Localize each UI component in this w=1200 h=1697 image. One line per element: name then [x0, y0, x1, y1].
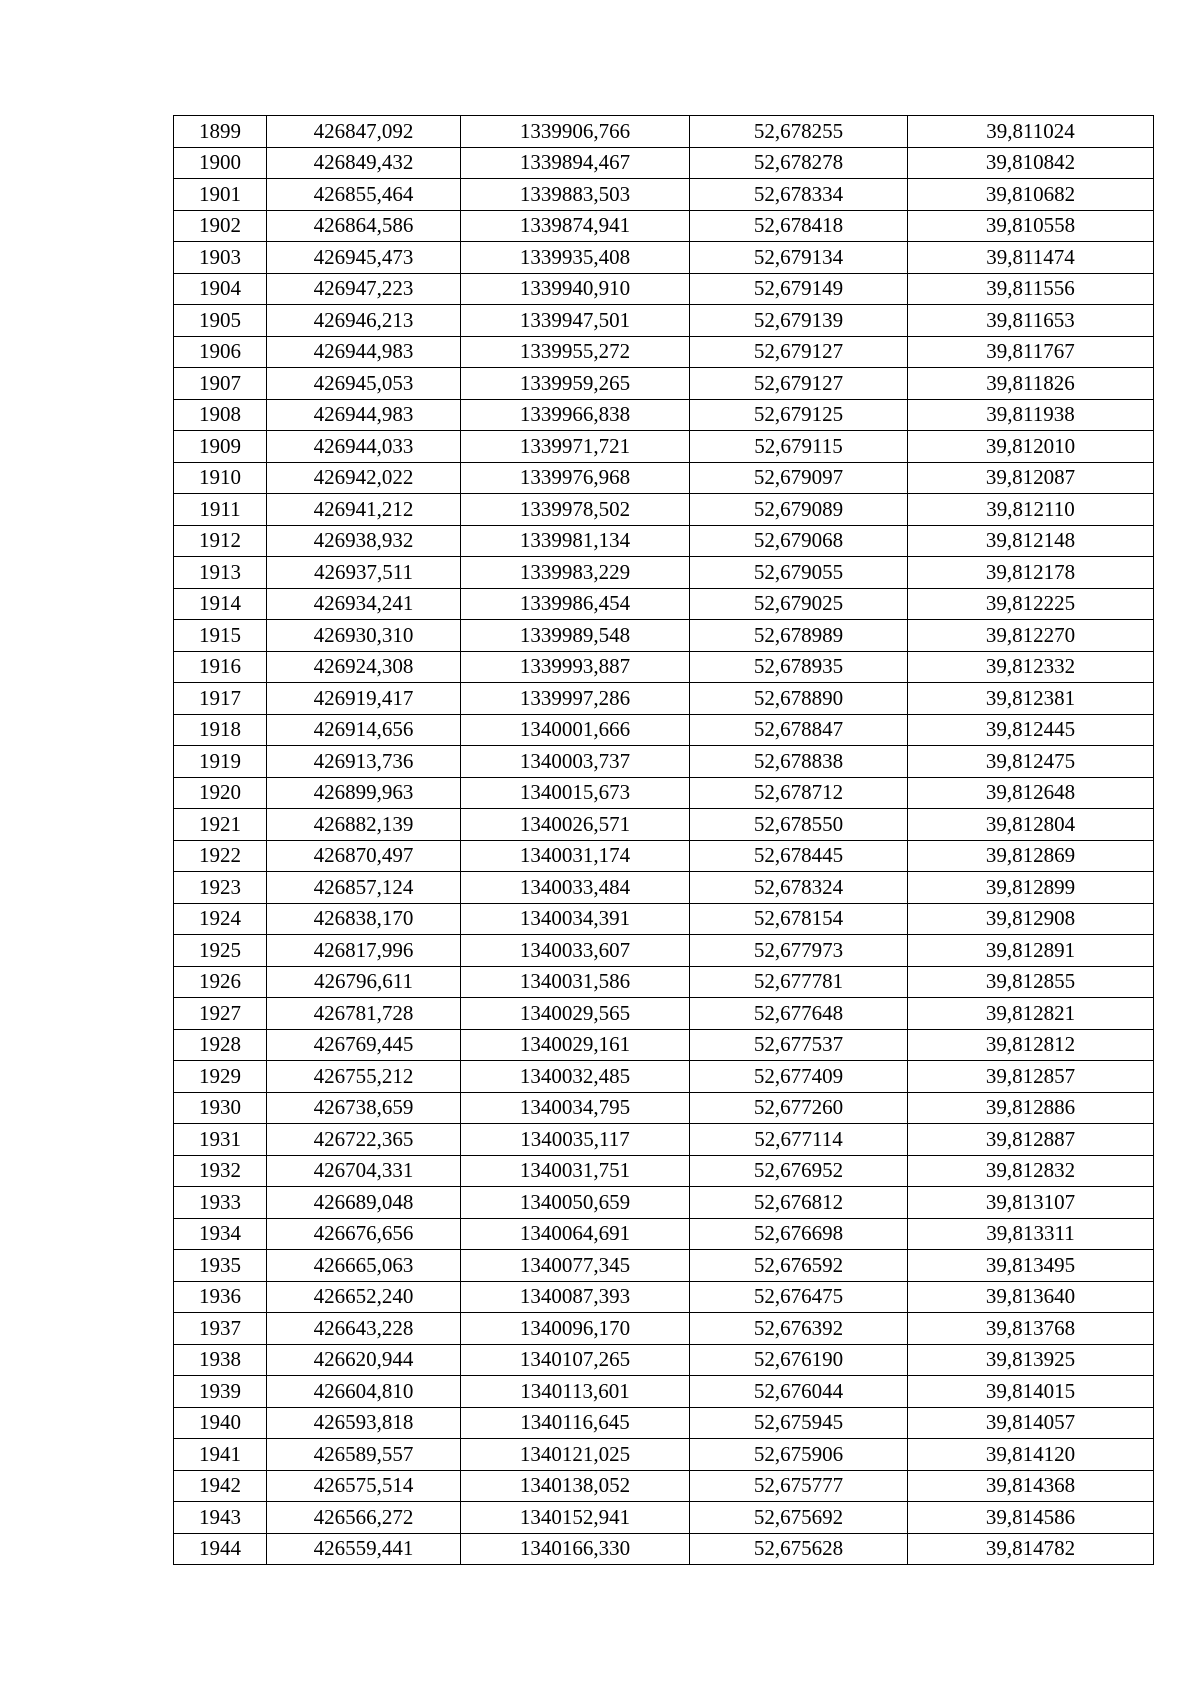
latitude-cell: 52,679127 — [690, 368, 908, 400]
longitude-cell: 39,812010 — [908, 431, 1154, 463]
point-number-cell: 1908 — [174, 399, 267, 431]
table-row — [174, 998, 1154, 1030]
table-row — [174, 1250, 1154, 1282]
y-coordinate-cell: 1340121,025 — [461, 1439, 690, 1471]
latitude-cell: 52,678890 — [690, 683, 908, 715]
y-coordinate-cell: 1340166,330 — [461, 1533, 690, 1565]
table-row — [174, 273, 1154, 305]
x-coordinate-cell: 426946,213 — [267, 305, 461, 337]
point-number-cell: 1911 — [174, 494, 267, 526]
point-number-cell: 1930 — [174, 1092, 267, 1124]
x-coordinate-cell: 426944,033 — [267, 431, 461, 463]
y-coordinate-cell: 1340087,393 — [461, 1281, 690, 1313]
latitude-cell: 52,679115 — [690, 431, 908, 463]
x-coordinate-cell: 426781,728 — [267, 998, 461, 1030]
x-coordinate-cell: 426899,963 — [267, 777, 461, 809]
longitude-cell: 39,812270 — [908, 620, 1154, 652]
y-coordinate-cell: 1340034,795 — [461, 1092, 690, 1124]
x-coordinate-cell: 426575,514 — [267, 1470, 461, 1502]
longitude-cell: 39,812381 — [908, 683, 1154, 715]
x-coordinate-cell: 426947,223 — [267, 273, 461, 305]
table-row — [174, 1061, 1154, 1093]
latitude-cell: 52,676392 — [690, 1313, 908, 1345]
longitude-cell: 39,810842 — [908, 147, 1154, 179]
table-row — [174, 210, 1154, 242]
point-number-cell: 1907 — [174, 368, 267, 400]
point-number-cell: 1902 — [174, 210, 267, 242]
latitude-cell: 52,678550 — [690, 809, 908, 841]
y-coordinate-cell: 1339983,229 — [461, 557, 690, 589]
x-coordinate-cell: 426604,810 — [267, 1376, 461, 1408]
table-row — [174, 903, 1154, 935]
x-coordinate-cell: 426849,432 — [267, 147, 461, 179]
table-row — [174, 683, 1154, 715]
y-coordinate-cell: 1339935,408 — [461, 242, 690, 274]
x-coordinate-cell: 426942,022 — [267, 462, 461, 494]
table-row — [174, 714, 1154, 746]
y-coordinate-cell: 1340138,052 — [461, 1470, 690, 1502]
x-coordinate-cell: 426945,053 — [267, 368, 461, 400]
longitude-cell: 39,813495 — [908, 1250, 1154, 1282]
y-coordinate-cell: 1339976,968 — [461, 462, 690, 494]
x-coordinate-cell: 426676,656 — [267, 1218, 461, 1250]
x-coordinate-cell: 426913,736 — [267, 746, 461, 778]
y-coordinate-cell: 1340107,265 — [461, 1344, 690, 1376]
point-number-cell: 1900 — [174, 147, 267, 179]
longitude-cell: 39,810558 — [908, 210, 1154, 242]
table-row — [174, 1502, 1154, 1534]
y-coordinate-cell: 1339883,503 — [461, 179, 690, 211]
latitude-cell: 52,675777 — [690, 1470, 908, 1502]
x-coordinate-cell: 426589,557 — [267, 1439, 461, 1471]
table-row — [174, 368, 1154, 400]
point-number-cell: 1934 — [174, 1218, 267, 1250]
point-number-cell: 1922 — [174, 840, 267, 872]
table-row — [174, 305, 1154, 337]
x-coordinate-cell: 426937,511 — [267, 557, 461, 589]
latitude-cell: 52,679125 — [690, 399, 908, 431]
x-coordinate-cell: 426930,310 — [267, 620, 461, 652]
y-coordinate-cell: 1339894,467 — [461, 147, 690, 179]
point-number-cell: 1929 — [174, 1061, 267, 1093]
longitude-cell: 39,813768 — [908, 1313, 1154, 1345]
latitude-cell: 52,677537 — [690, 1029, 908, 1061]
latitude-cell: 52,676044 — [690, 1376, 908, 1408]
y-coordinate-cell: 1339981,134 — [461, 525, 690, 557]
point-number-cell: 1937 — [174, 1313, 267, 1345]
x-coordinate-cell: 426566,272 — [267, 1502, 461, 1534]
longitude-cell: 39,811024 — [908, 116, 1154, 148]
y-coordinate-cell: 1340001,666 — [461, 714, 690, 746]
y-coordinate-cell: 1339971,721 — [461, 431, 690, 463]
table-row — [174, 966, 1154, 998]
longitude-cell: 39,812908 — [908, 903, 1154, 935]
table-row — [174, 1533, 1154, 1565]
y-coordinate-cell: 1340031,586 — [461, 966, 690, 998]
table-row — [174, 840, 1154, 872]
point-number-cell: 1942 — [174, 1470, 267, 1502]
table-row — [174, 1470, 1154, 1502]
latitude-cell: 52,675628 — [690, 1533, 908, 1565]
x-coordinate-cell: 426914,656 — [267, 714, 461, 746]
latitude-cell: 52,675906 — [690, 1439, 908, 1471]
point-number-cell: 1941 — [174, 1439, 267, 1471]
table-row — [174, 777, 1154, 809]
longitude-cell: 39,813107 — [908, 1187, 1154, 1219]
table-row — [174, 1344, 1154, 1376]
latitude-cell: 52,678847 — [690, 714, 908, 746]
latitude-cell: 52,675692 — [690, 1502, 908, 1534]
table-row — [174, 651, 1154, 683]
table-row — [174, 588, 1154, 620]
latitude-cell: 52,675945 — [690, 1407, 908, 1439]
point-number-cell: 1936 — [174, 1281, 267, 1313]
longitude-cell: 39,811938 — [908, 399, 1154, 431]
longitude-cell: 39,812832 — [908, 1155, 1154, 1187]
latitude-cell: 52,676952 — [690, 1155, 908, 1187]
y-coordinate-cell: 1340033,607 — [461, 935, 690, 967]
latitude-cell: 52,679025 — [690, 588, 908, 620]
point-number-cell: 1901 — [174, 179, 267, 211]
point-number-cell: 1912 — [174, 525, 267, 557]
y-coordinate-cell: 1340015,673 — [461, 777, 690, 809]
x-coordinate-cell: 426755,212 — [267, 1061, 461, 1093]
longitude-cell: 39,812445 — [908, 714, 1154, 746]
point-number-cell: 1921 — [174, 809, 267, 841]
table-row — [174, 462, 1154, 494]
x-coordinate-cell: 426593,818 — [267, 1407, 461, 1439]
x-coordinate-cell: 426924,308 — [267, 651, 461, 683]
latitude-cell: 52,679055 — [690, 557, 908, 589]
latitude-cell: 52,679097 — [690, 462, 908, 494]
table-row — [174, 179, 1154, 211]
table-row — [174, 935, 1154, 967]
table-row — [174, 1407, 1154, 1439]
y-coordinate-cell: 1340035,117 — [461, 1124, 690, 1156]
latitude-cell: 52,678418 — [690, 210, 908, 242]
y-coordinate-cell: 1340034,391 — [461, 903, 690, 935]
latitude-cell: 52,679068 — [690, 525, 908, 557]
longitude-cell: 39,814015 — [908, 1376, 1154, 1408]
x-coordinate-cell: 426864,586 — [267, 210, 461, 242]
point-number-cell: 1914 — [174, 588, 267, 620]
point-number-cell: 1905 — [174, 305, 267, 337]
point-number-cell: 1925 — [174, 935, 267, 967]
longitude-cell: 39,812891 — [908, 935, 1154, 967]
y-coordinate-cell: 1340050,659 — [461, 1187, 690, 1219]
longitude-cell: 39,810682 — [908, 179, 1154, 211]
y-coordinate-cell: 1340003,737 — [461, 746, 690, 778]
table-row — [174, 1092, 1154, 1124]
point-number-cell: 1944 — [174, 1533, 267, 1565]
x-coordinate-cell: 426941,212 — [267, 494, 461, 526]
x-coordinate-cell: 426944,983 — [267, 399, 461, 431]
table-row — [174, 557, 1154, 589]
table-row — [174, 1281, 1154, 1313]
coordinates-table-body — [174, 116, 1154, 1565]
point-number-cell: 1903 — [174, 242, 267, 274]
table-row — [174, 1155, 1154, 1187]
longitude-cell: 39,814782 — [908, 1533, 1154, 1565]
y-coordinate-cell: 1340096,170 — [461, 1313, 690, 1345]
x-coordinate-cell: 426857,124 — [267, 872, 461, 904]
latitude-cell: 52,679127 — [690, 336, 908, 368]
table-row — [174, 494, 1154, 526]
table-row — [174, 620, 1154, 652]
longitude-cell: 39,812821 — [908, 998, 1154, 1030]
table-row — [174, 242, 1154, 274]
y-coordinate-cell: 1340029,565 — [461, 998, 690, 1030]
table-row — [174, 1124, 1154, 1156]
longitude-cell: 39,811556 — [908, 273, 1154, 305]
longitude-cell: 39,813311 — [908, 1218, 1154, 1250]
y-coordinate-cell: 1340031,751 — [461, 1155, 690, 1187]
longitude-cell: 39,814586 — [908, 1502, 1154, 1534]
longitude-cell: 39,814120 — [908, 1439, 1154, 1471]
x-coordinate-cell: 426944,983 — [267, 336, 461, 368]
latitude-cell: 52,678712 — [690, 777, 908, 809]
longitude-cell: 39,811474 — [908, 242, 1154, 274]
longitude-cell: 39,812812 — [908, 1029, 1154, 1061]
point-number-cell: 1924 — [174, 903, 267, 935]
point-number-cell: 1939 — [174, 1376, 267, 1408]
y-coordinate-cell: 1339993,887 — [461, 651, 690, 683]
y-coordinate-cell: 1339978,502 — [461, 494, 690, 526]
point-number-cell: 1933 — [174, 1187, 267, 1219]
point-number-cell: 1917 — [174, 683, 267, 715]
x-coordinate-cell: 426817,996 — [267, 935, 461, 967]
latitude-cell: 52,677114 — [690, 1124, 908, 1156]
table-row — [174, 525, 1154, 557]
y-coordinate-cell: 1339940,910 — [461, 273, 690, 305]
latitude-cell: 52,678278 — [690, 147, 908, 179]
y-coordinate-cell: 1340152,941 — [461, 1502, 690, 1534]
point-number-cell: 1899 — [174, 116, 267, 148]
point-number-cell: 1906 — [174, 336, 267, 368]
latitude-cell: 52,678324 — [690, 872, 908, 904]
point-number-cell: 1904 — [174, 273, 267, 305]
y-coordinate-cell: 1340033,484 — [461, 872, 690, 904]
longitude-cell: 39,812804 — [908, 809, 1154, 841]
table-row — [174, 1313, 1154, 1345]
latitude-cell: 52,678154 — [690, 903, 908, 935]
latitude-cell: 52,679139 — [690, 305, 908, 337]
longitude-cell: 39,812110 — [908, 494, 1154, 526]
latitude-cell: 52,677973 — [690, 935, 908, 967]
y-coordinate-cell: 1340031,174 — [461, 840, 690, 872]
y-coordinate-cell: 1340113,601 — [461, 1376, 690, 1408]
x-coordinate-cell: 426704,331 — [267, 1155, 461, 1187]
table-row — [174, 431, 1154, 463]
y-coordinate-cell: 1340116,645 — [461, 1407, 690, 1439]
y-coordinate-cell: 1339955,272 — [461, 336, 690, 368]
x-coordinate-cell: 426559,441 — [267, 1533, 461, 1565]
latitude-cell: 52,679134 — [690, 242, 908, 274]
point-number-cell: 1920 — [174, 777, 267, 809]
coordinates-table — [173, 115, 1154, 1565]
point-number-cell: 1931 — [174, 1124, 267, 1156]
latitude-cell: 52,678838 — [690, 746, 908, 778]
longitude-cell: 39,811826 — [908, 368, 1154, 400]
y-coordinate-cell: 1340026,571 — [461, 809, 690, 841]
longitude-cell: 39,813925 — [908, 1344, 1154, 1376]
latitude-cell: 52,678255 — [690, 116, 908, 148]
point-number-cell: 1915 — [174, 620, 267, 652]
x-coordinate-cell: 426796,611 — [267, 966, 461, 998]
table-row — [174, 116, 1154, 148]
latitude-cell: 52,678935 — [690, 651, 908, 683]
point-number-cell: 1910 — [174, 462, 267, 494]
latitude-cell: 52,678989 — [690, 620, 908, 652]
y-coordinate-cell: 1339947,501 — [461, 305, 690, 337]
longitude-cell: 39,814368 — [908, 1470, 1154, 1502]
x-coordinate-cell: 426870,497 — [267, 840, 461, 872]
point-number-cell: 1935 — [174, 1250, 267, 1282]
y-coordinate-cell: 1339874,941 — [461, 210, 690, 242]
longitude-cell: 39,811767 — [908, 336, 1154, 368]
x-coordinate-cell: 426769,445 — [267, 1029, 461, 1061]
point-number-cell: 1938 — [174, 1344, 267, 1376]
point-number-cell: 1916 — [174, 651, 267, 683]
table-row — [174, 872, 1154, 904]
latitude-cell: 52,676812 — [690, 1187, 908, 1219]
point-number-cell: 1940 — [174, 1407, 267, 1439]
table-row — [174, 746, 1154, 778]
point-number-cell: 1932 — [174, 1155, 267, 1187]
point-number-cell: 1913 — [174, 557, 267, 589]
point-number-cell: 1919 — [174, 746, 267, 778]
longitude-cell: 39,813640 — [908, 1281, 1154, 1313]
table-row — [174, 809, 1154, 841]
longitude-cell: 39,812857 — [908, 1061, 1154, 1093]
y-coordinate-cell: 1339959,265 — [461, 368, 690, 400]
table-row — [174, 1218, 1154, 1250]
y-coordinate-cell: 1340064,691 — [461, 1218, 690, 1250]
longitude-cell: 39,811653 — [908, 305, 1154, 337]
latitude-cell: 52,678445 — [690, 840, 908, 872]
point-number-cell: 1927 — [174, 998, 267, 1030]
x-coordinate-cell: 426919,417 — [267, 683, 461, 715]
table-row — [174, 336, 1154, 368]
latitude-cell: 52,676190 — [690, 1344, 908, 1376]
y-coordinate-cell: 1340077,345 — [461, 1250, 690, 1282]
table-row — [174, 147, 1154, 179]
point-number-cell: 1943 — [174, 1502, 267, 1534]
longitude-cell: 39,812887 — [908, 1124, 1154, 1156]
table-row — [174, 1029, 1154, 1061]
x-coordinate-cell: 426620,944 — [267, 1344, 461, 1376]
longitude-cell: 39,814057 — [908, 1407, 1154, 1439]
latitude-cell: 52,679149 — [690, 273, 908, 305]
x-coordinate-cell: 426847,092 — [267, 116, 461, 148]
table-row — [174, 1187, 1154, 1219]
y-coordinate-cell: 1340029,161 — [461, 1029, 690, 1061]
table-row — [174, 1439, 1154, 1471]
y-coordinate-cell: 1339997,286 — [461, 683, 690, 715]
latitude-cell: 52,677781 — [690, 966, 908, 998]
y-coordinate-cell: 1339966,838 — [461, 399, 690, 431]
point-number-cell: 1928 — [174, 1029, 267, 1061]
latitude-cell: 52,679089 — [690, 494, 908, 526]
longitude-cell: 39,812855 — [908, 966, 1154, 998]
x-coordinate-cell: 426945,473 — [267, 242, 461, 274]
x-coordinate-cell: 426665,063 — [267, 1250, 461, 1282]
x-coordinate-cell: 426855,464 — [267, 179, 461, 211]
x-coordinate-cell: 426689,048 — [267, 1187, 461, 1219]
x-coordinate-cell: 426738,659 — [267, 1092, 461, 1124]
x-coordinate-cell: 426652,240 — [267, 1281, 461, 1313]
longitude-cell: 39,812332 — [908, 651, 1154, 683]
x-coordinate-cell: 426722,365 — [267, 1124, 461, 1156]
latitude-cell: 52,676698 — [690, 1218, 908, 1250]
longitude-cell: 39,812869 — [908, 840, 1154, 872]
point-number-cell: 1918 — [174, 714, 267, 746]
y-coordinate-cell: 1339986,454 — [461, 588, 690, 620]
table-row — [174, 399, 1154, 431]
x-coordinate-cell: 426643,228 — [267, 1313, 461, 1345]
latitude-cell: 52,677409 — [690, 1061, 908, 1093]
latitude-cell: 52,677260 — [690, 1092, 908, 1124]
point-number-cell: 1926 — [174, 966, 267, 998]
x-coordinate-cell: 426838,170 — [267, 903, 461, 935]
longitude-cell: 39,812178 — [908, 557, 1154, 589]
longitude-cell: 39,812648 — [908, 777, 1154, 809]
y-coordinate-cell: 1340032,485 — [461, 1061, 690, 1093]
longitude-cell: 39,812475 — [908, 746, 1154, 778]
latitude-cell: 52,678334 — [690, 179, 908, 211]
latitude-cell: 52,676592 — [690, 1250, 908, 1282]
x-coordinate-cell: 426934,241 — [267, 588, 461, 620]
latitude-cell: 52,676475 — [690, 1281, 908, 1313]
table-row — [174, 1376, 1154, 1408]
y-coordinate-cell: 1339906,766 — [461, 116, 690, 148]
longitude-cell: 39,812225 — [908, 588, 1154, 620]
point-number-cell: 1909 — [174, 431, 267, 463]
x-coordinate-cell: 426938,932 — [267, 525, 461, 557]
latitude-cell: 52,677648 — [690, 998, 908, 1030]
x-coordinate-cell: 426882,139 — [267, 809, 461, 841]
longitude-cell: 39,812148 — [908, 525, 1154, 557]
y-coordinate-cell: 1339989,548 — [461, 620, 690, 652]
longitude-cell: 39,812087 — [908, 462, 1154, 494]
point-number-cell: 1923 — [174, 872, 267, 904]
longitude-cell: 39,812899 — [908, 872, 1154, 904]
longitude-cell: 39,812886 — [908, 1092, 1154, 1124]
